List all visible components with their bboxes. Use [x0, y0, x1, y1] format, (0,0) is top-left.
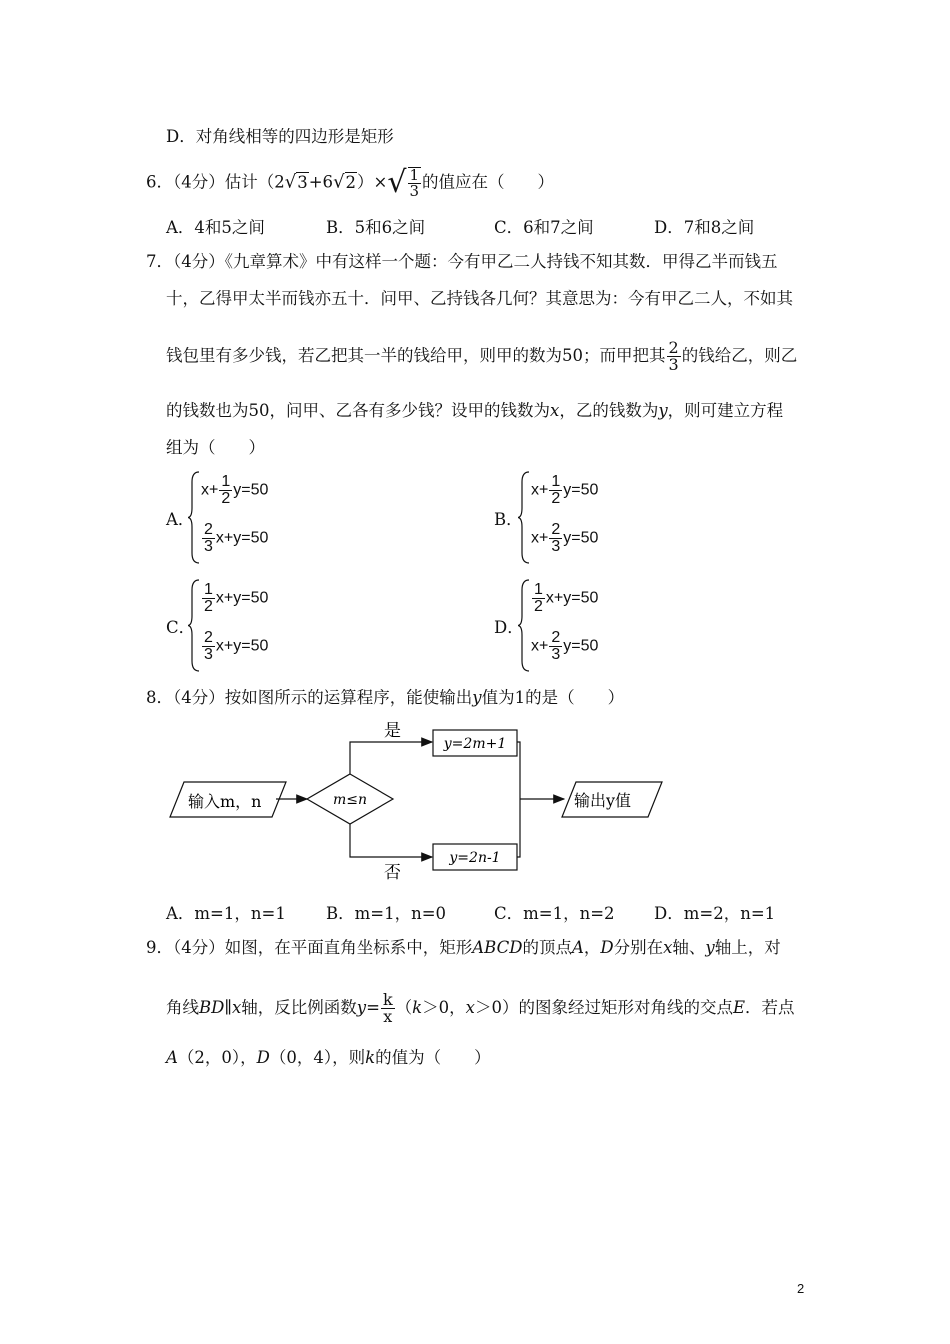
q7-line-2: 十，乙得甲太半而钱亦五十．问甲、乙持钱各几何？其意思为：今有甲乙二人，不如其: [166, 289, 793, 308]
q6-stem: 6．（4分）估计（2√3+6√2）×√ $\frac{1}{3}$ 的值应在（ ）: [146, 165, 555, 200]
flow-condition: m≤n: [332, 792, 368, 808]
q7-fraction: $\frac{2}{3}$: [668, 338, 679, 374]
flow-no-arrow: [350, 824, 432, 857]
q7-option-d-label[interactable]: D．: [494, 618, 524, 637]
page-number: 2: [797, 1281, 805, 1296]
q6-option-c[interactable]: C．6和7之间: [494, 218, 594, 237]
q9-line-3: A（2，0），D（0，4），则k的值为（ ）: [166, 1048, 491, 1067]
q6-fraction: $\frac{1}{3}$: [409, 166, 420, 200]
q9-fraction: $\frac{k}{x}$: [382, 990, 393, 1026]
q6-radicand-2: 2: [345, 172, 357, 192]
q7-option-a-system[interactable]: x+ $\frac{1}{2}$ y=50 $\frac{2}{3}$ x+y=50: [188, 470, 338, 565]
q8-stem: 8．（4分）按如图所示的运算程序，能使输出y值为1的是（ ）: [146, 688, 625, 707]
q7-line-3: 钱包里有多少钱，若乙把其一半的钱给甲，则甲的数为50；而甲把其 $\frac{2}{3}$ 的钱给乙，则乙: [166, 338, 798, 374]
q9-line-2: 角线BD∥x轴，反比例函数y= $\frac{k}{x}$ （k＞0，x＞0）的图象经过矩形对角线的交点E．若点: [166, 990, 795, 1026]
q7-option-d-system[interactable]: $\frac{1}{2}$ x+y=50 x+ $\frac{2}{3}$ y=50: [518, 578, 668, 673]
q7-option-c-label[interactable]: C．: [166, 618, 196, 637]
q7-line-4: 的钱数也为50，问甲、乙各有多少钱？设甲的钱数为x，乙的钱数为y，则可建立方程: [166, 401, 784, 420]
q6-radicand-1: 3: [297, 172, 308, 192]
q7-line-5: 组为（ ）: [166, 438, 265, 457]
brace-icon: [518, 578, 530, 673]
brace-icon: [188, 578, 200, 673]
q9-line-1: 9．（4分）如图，在平面直角坐标系中，矩形ABCD的顶点A，D分别在x轴、y轴上，对: [146, 938, 781, 957]
flow-yes-arrow: [350, 742, 432, 774]
q7-option-b-label[interactable]: B．: [494, 510, 523, 529]
q8-option-c[interactable]: C．m=1，n=2: [494, 904, 615, 923]
q8-option-d[interactable]: D．m=2，n=1: [654, 904, 776, 923]
q6-option-b[interactable]: B．5和6之间: [326, 218, 426, 237]
flow-yes-formula: y=2m+1: [443, 736, 507, 752]
q7-option-c-system[interactable]: $\frac{1}{2}$ x+y=50 $\frac{2}{3}$ x+y=50: [188, 578, 338, 673]
q6-option-d[interactable]: D．7和8之间: [654, 218, 755, 237]
flow-no-label: 否: [384, 863, 401, 883]
q8-flowchart: [160, 716, 670, 886]
brace-icon: [188, 470, 200, 565]
q6-option-a[interactable]: A．4和5之间: [166, 218, 265, 237]
q8-option-b[interactable]: B．m=1，n=0: [326, 904, 447, 923]
flow-no-formula: y=2n-1: [449, 850, 501, 866]
flow-input-label: 输入m，n: [188, 792, 262, 811]
flow-merge-line: [517, 742, 520, 857]
flow-yes-label: 是: [384, 721, 401, 741]
q8-option-a[interactable]: A．m=1，n=1: [166, 904, 286, 923]
q7-option-a-label[interactable]: A．: [166, 510, 195, 529]
q7-option-b-system[interactable]: x+ $\frac{1}{2}$ y=50 x+ $\frac{2}{3}$ y=50: [518, 470, 668, 565]
q5-option-d: D．对角线相等的四边形是矩形: [166, 127, 394, 146]
flow-output-label: 输出y值: [574, 791, 632, 810]
q7-line-1: 7．（4分）《九章算术》中有这样一个题：今有甲乙二人持钱不知其数．甲得乙半而钱五: [146, 252, 778, 271]
brace-icon: [518, 470, 530, 565]
